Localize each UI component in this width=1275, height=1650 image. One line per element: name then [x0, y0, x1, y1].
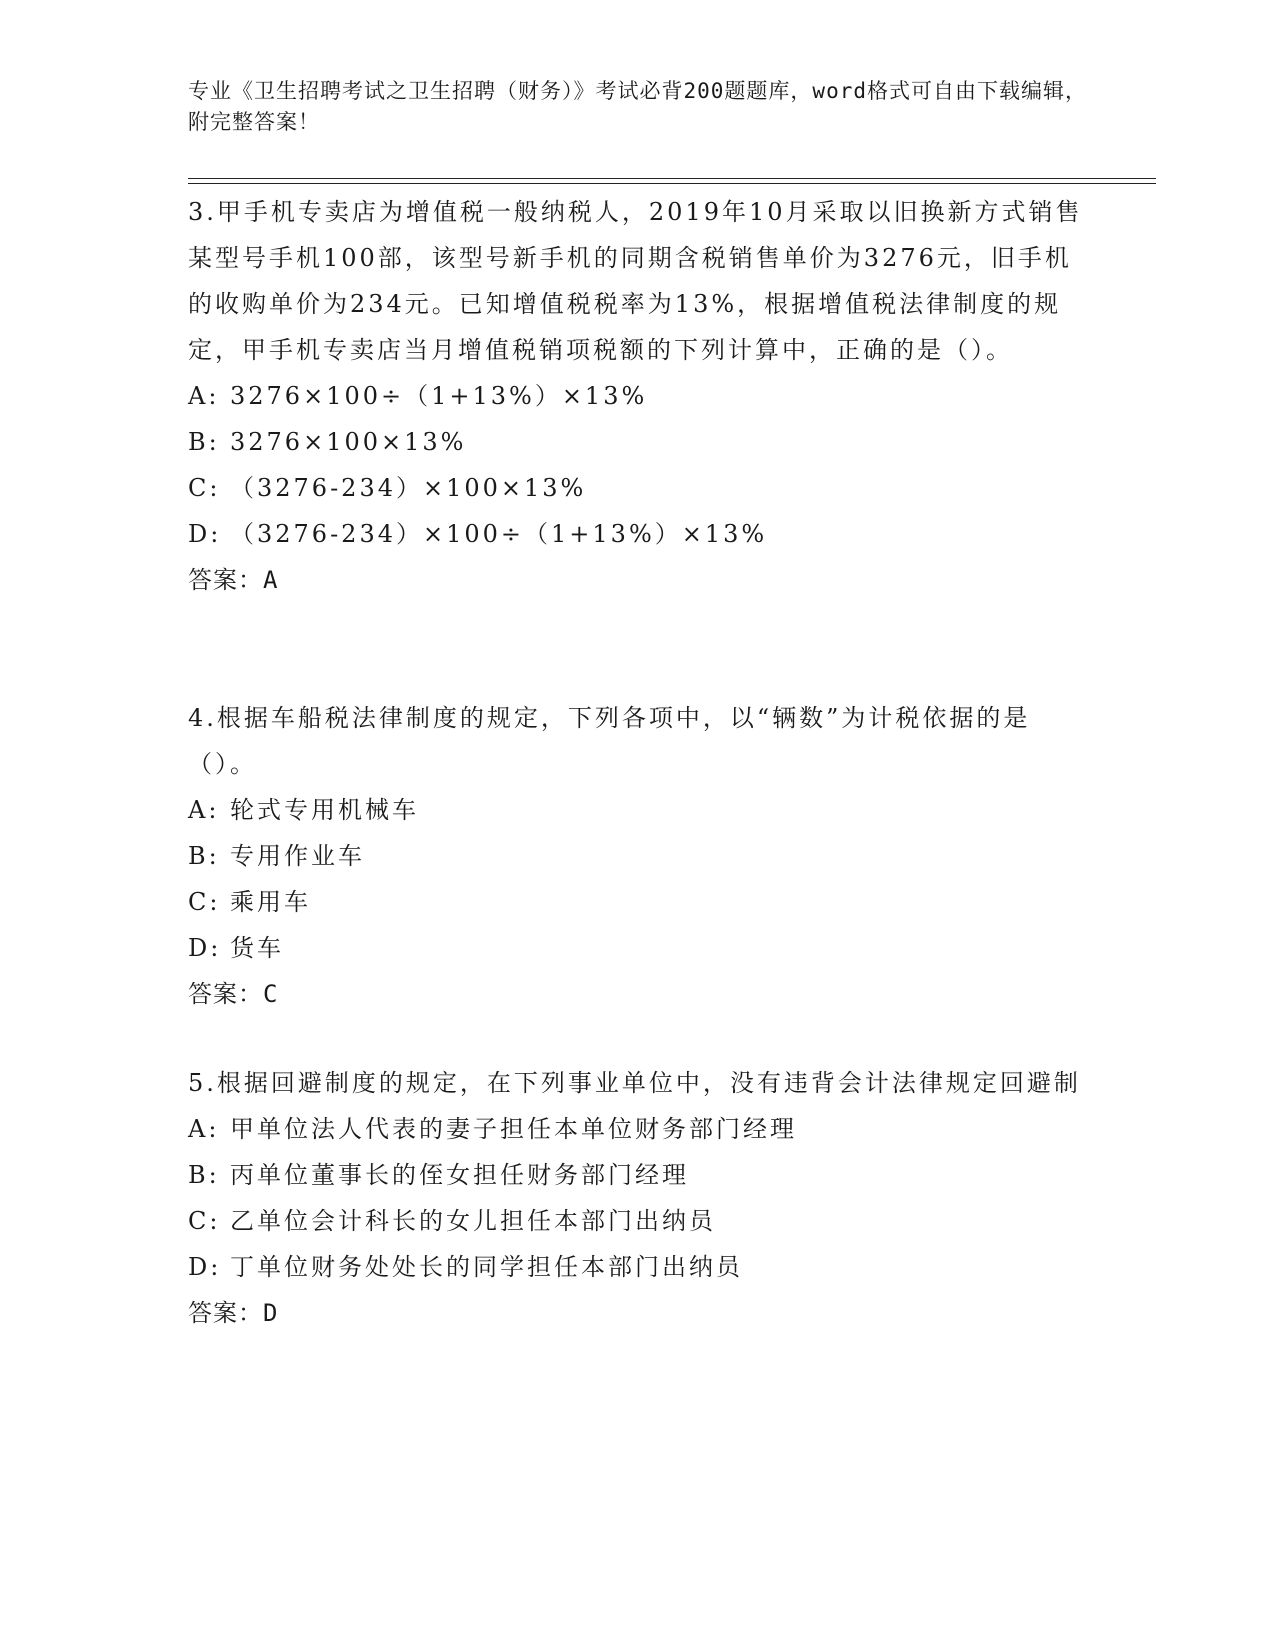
question-4	[188, 695, 1088, 1017]
option-a	[188, 1106, 1088, 1152]
option-text: 货车	[230, 934, 284, 962]
option-d	[188, 925, 1088, 971]
option-c	[188, 879, 1088, 925]
option-text: （3276-234）×100÷（1+13%）×13%	[230, 520, 768, 548]
option-c	[188, 465, 1088, 511]
option-key: A:	[188, 382, 220, 410]
option-text: 专用作业车	[230, 842, 365, 870]
option-key: A:	[188, 796, 220, 824]
option-key: B:	[188, 428, 220, 456]
option-key: C:	[188, 474, 221, 502]
option-b	[188, 419, 1088, 465]
option-key: C:	[188, 888, 221, 916]
option-key: B:	[188, 842, 220, 870]
option-a	[188, 373, 1088, 419]
option-key: B:	[188, 1161, 220, 1189]
option-text: 3276×100÷（1+13%）×13%	[230, 382, 648, 410]
option-a	[188, 787, 1088, 833]
option-text: 丙单位董事长的侄女担任财务部门经理	[230, 1161, 689, 1189]
header-divider-bottom	[188, 183, 1156, 184]
header-divider-top	[188, 178, 1156, 179]
option-key: D:	[188, 934, 222, 962]
option-text: （3276-234）×100×13%	[230, 474, 587, 502]
option-text: 轮式专用机械车	[230, 796, 419, 824]
question-stem: 4.根据车船税法律制度的规定，下列各项中，以“辆数”为计税依据的是（）。	[188, 704, 1031, 778]
option-text: 3276×100×13%	[230, 428, 467, 456]
option-key: C:	[188, 1207, 221, 1235]
question-5	[188, 1060, 1088, 1336]
option-key: D:	[188, 1253, 222, 1281]
option-text: 乘用车	[230, 888, 311, 916]
document-header: 专业《卫生招聘考试之卫生招聘（财务）》考试必背200题题库，word格式可自由下载编辑，附完整答案！	[188, 79, 1087, 134]
option-key: A:	[188, 1115, 220, 1143]
answer-label: 答案：D	[188, 1299, 279, 1327]
answer-label: 答案：A	[188, 566, 279, 594]
option-d	[188, 511, 1088, 557]
answer-label: 答案：C	[188, 980, 279, 1008]
option-key: D:	[188, 520, 222, 548]
option-d	[188, 1244, 1088, 1290]
question-3	[188, 189, 1088, 603]
question-stem: 3.甲手机专卖店为增值税一般纳税人，2019年10月采取以旧换新方式销售某型号手机100部，该型号新手机的同期含税销售单价为3276元，旧手机的收购单价为234元。已知增值税税率为13%，根据增值税法律制度的规定，甲手机专卖店当月增值税销项税额的下列计算中，正确的是（）。	[188, 198, 1083, 364]
option-text: 甲单位法人代表的妻子担任本单位财务部门经理	[230, 1115, 797, 1143]
question-stem: 5.根据回避制度的规定，在下列事业单位中，没有违背会计法律规定回避制	[188, 1069, 1081, 1097]
option-b	[188, 1152, 1088, 1198]
option-b	[188, 833, 1088, 879]
option-c	[188, 1198, 1088, 1244]
option-text: 乙单位会计科长的女儿担任本部门出纳员	[230, 1207, 716, 1235]
option-text: 丁单位财务处处长的同学担任本部门出纳员	[230, 1253, 743, 1281]
